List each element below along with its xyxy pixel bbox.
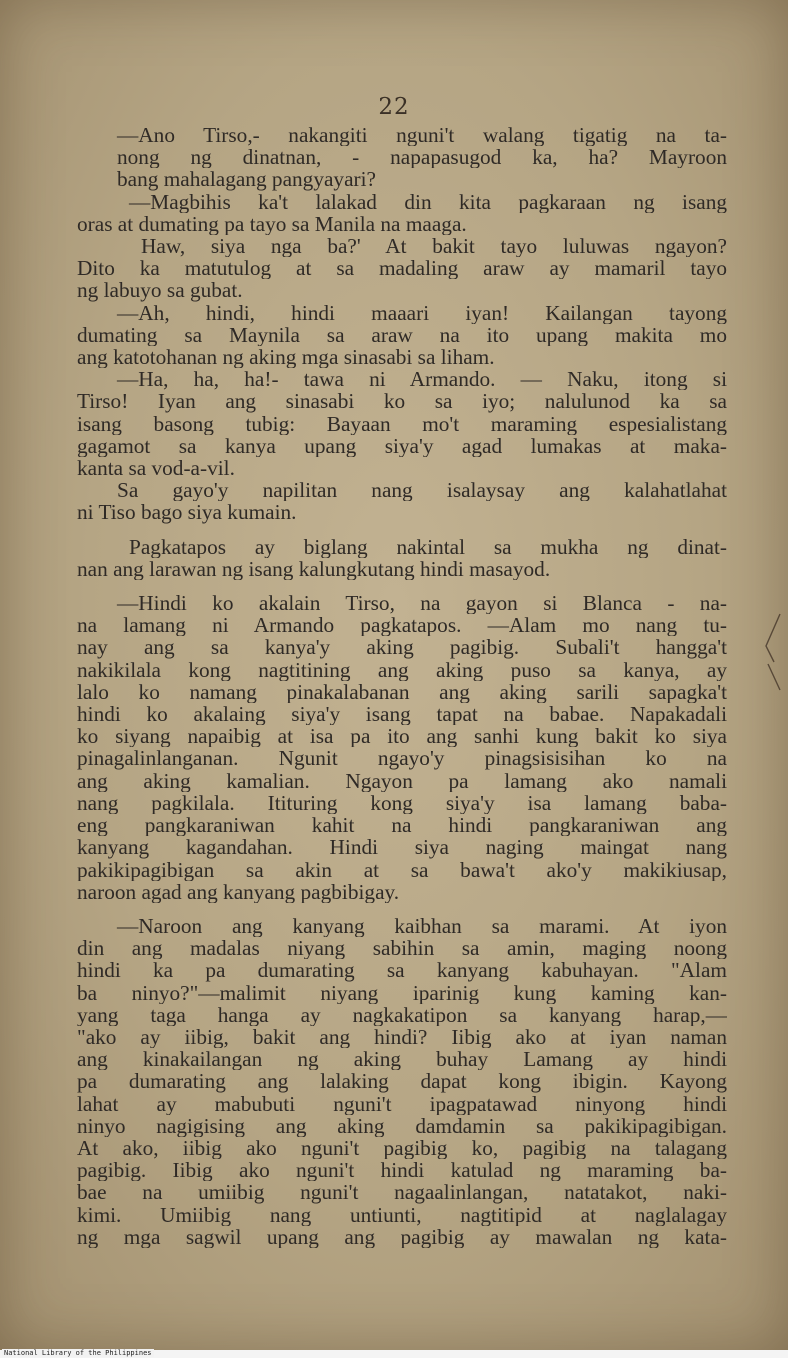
paragraph bbox=[77, 479, 727, 523]
text-line: oras at dumating pa tayo sa Manila na maaga. bbox=[77, 212, 467, 236]
text-line: isang basong tubig: Bayaan mo't maraming espesialistang bbox=[77, 412, 727, 435]
text-line: kanta sa vod-a-vil. bbox=[77, 457, 235, 480]
text-line: Haw, siya nga ba?' At bakit tayo luluwas ngayon? bbox=[141, 235, 727, 258]
text-line: —Hindi ko akalain Tirso, na gayon si Blanca - na- bbox=[117, 592, 727, 615]
text-line: "ako ay iibig, bakit ang hindi? Iibig ako at iyan naman bbox=[77, 1025, 727, 1049]
text-line: pinagalinlanganan. Ngunit ngayo'y pinagsisisihan ko na bbox=[77, 747, 727, 770]
paragraph bbox=[77, 302, 727, 369]
text-line: pa dumarating ang lalaking dapat kong ibigin. Kayong bbox=[77, 1070, 727, 1093]
text-line: ng mga sagwil upang ang pagibig ay mawalan ng kata- bbox=[77, 1225, 727, 1248]
page-number: 22 bbox=[378, 94, 410, 120]
text-line: nakikilala kong nagtitining ang aking puso sa kanya, ay bbox=[77, 658, 727, 681]
text-line: bang mahalagang pangyayari? bbox=[117, 168, 376, 191]
text-line: eng pangkaraniwan kahit na hindi pangkaraniwan ang bbox=[77, 814, 727, 837]
text-line: lalo ko namang pinakalabanan ang aking sarili sapagka't bbox=[77, 680, 727, 704]
text-line: —Ah, hindi, hindi maaari iyan! Kailangan tayong bbox=[117, 301, 727, 324]
text-line: ang aking kamalian. Ngayon pa lamang ako namali bbox=[77, 769, 727, 792]
library-credit: National Library of the Philippines bbox=[4, 1349, 152, 1357]
paragraph bbox=[77, 915, 727, 1248]
text-line: pakikipagibigan sa akin at sa bawa't ako'y makikiusap, bbox=[77, 858, 727, 881]
text-line: nay ang sa kanya'y aking pagibig. Subali't hangga't bbox=[77, 636, 727, 659]
paragraph bbox=[77, 124, 727, 191]
text-line: hindi ka pa dumarating sa kanyang kabuhayan. "Alam bbox=[77, 959, 727, 982]
body-text bbox=[77, 124, 727, 1248]
text-line: At ako, iibig ako nguni't pagibig ko, pagibig na talagang bbox=[77, 1136, 727, 1160]
text-line: ni Tiso bago siya kumain. bbox=[77, 501, 297, 524]
text-line: gagamot sa kanya upang siya'y agad lumakas at maka- bbox=[77, 434, 727, 458]
paragraph bbox=[77, 536, 727, 580]
text-line: —Naroon ang kanyang kaibhan sa marami. At iyon bbox=[117, 914, 727, 938]
text-line: ko siyang napaibig at isa pa ito ang sanhi kung bakit ko siya bbox=[77, 725, 727, 748]
text-line: pagibig. Iibig ako nguni't hindi katulad ng maraming ba- bbox=[77, 1159, 727, 1182]
text-line: nong ng dinatnan, - napapasugod ka, ha? Mayroon bbox=[117, 146, 727, 169]
text-line: ba ninyo?"—malimit niyang iparinig kung kaming kan- bbox=[77, 981, 727, 1004]
text-line: ang katotohanan ng aking mga sinasabi sa liham. bbox=[77, 346, 495, 369]
paragraph bbox=[77, 191, 727, 235]
text-line: ninyo nagigising ang aking damdamin sa pakikipagibigan. bbox=[77, 1114, 727, 1137]
text-line: ang kinakailangan ng aking buhay Lamang ay hindi bbox=[77, 1048, 727, 1071]
text-line: kanyang kagandahan. Hindi siya naging maingat nang bbox=[77, 836, 727, 859]
text-line: nang pagkilala. Itituring kong siya'y isa lamang baba- bbox=[77, 791, 727, 815]
text-line: —Ano Tirso,- nakangiti nguni't walang tigatig na ta- bbox=[117, 124, 727, 147]
text-line: —Ha, ha, ha!- tawa ni Armando. — Naku, itong si bbox=[117, 368, 727, 391]
text-line: Tirso! Iyan ang sinasabi ko sa iyo; nalulunod ka sa bbox=[77, 390, 727, 413]
text-line: hindi ko akalaing siya'y isang tapat na babae. Napakadali bbox=[77, 703, 727, 726]
text-line: lahat ay mabubuti nguni't ipagpatawad ninyong hindi bbox=[77, 1092, 727, 1115]
margin-pencil-mark bbox=[760, 612, 784, 692]
text-line: kimi. Umiibig nang untiunti, nagtitipid at naglalagay bbox=[77, 1203, 727, 1226]
paragraph bbox=[77, 235, 727, 302]
text-line: bae na umiibig nguni't nagaalinlangan, natatakot, naki- bbox=[77, 1181, 727, 1204]
paragraph bbox=[77, 368, 727, 479]
text-line: —Magbihis ka't lalakad din kita pagkaraan ng isang bbox=[129, 190, 727, 213]
text-line: Dito ka matutulog at sa madaling araw ay mamaril tayo bbox=[77, 257, 727, 280]
text-line: ng labuyo sa gubat. bbox=[77, 279, 243, 302]
text-line: nan ang larawan ng isang kalungkutang hindi masayod. bbox=[77, 557, 551, 581]
text-line: yang taga hanga ay nagkakatipon sa kanyang harap,— bbox=[77, 1003, 727, 1026]
text-line: Sa gayo'y napilitan nang isalaysay ang kalahatlahat bbox=[117, 479, 727, 502]
text-line: dumating sa Maynila sa araw na ito upang makita mo bbox=[77, 323, 727, 347]
paragraph bbox=[77, 592, 727, 903]
text-line: naroon agad ang kanyang pagbibigay. bbox=[77, 880, 400, 903]
text-line: Pagkatapos ay biglang nakintal sa mukha ng dinat- bbox=[129, 535, 727, 558]
text-line: na lamang ni Armando pagkatapos. —Alam mo nang tu- bbox=[77, 614, 727, 637]
text-line: din ang madalas niyang sabihin sa amin, maging noong bbox=[77, 937, 727, 960]
